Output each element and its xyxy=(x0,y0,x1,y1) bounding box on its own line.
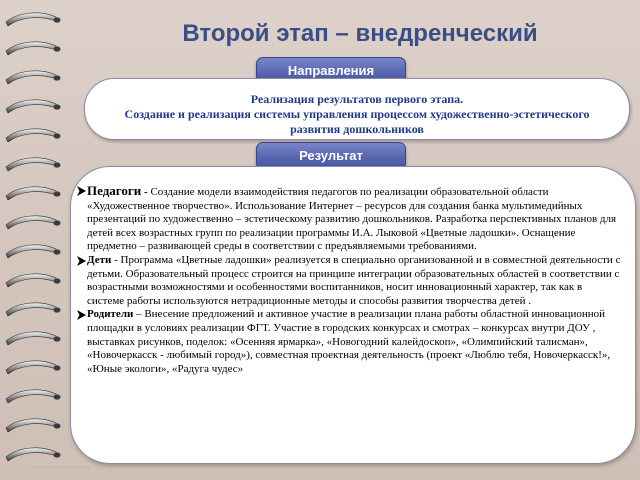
binding-ring xyxy=(6,332,56,345)
result-item-parents xyxy=(77,308,621,376)
directions-line-1: Реализация результатов первого этапа. xyxy=(250,92,464,106)
binding-hole xyxy=(54,191,61,196)
directions-line-2: Создание и реализация системы управления процессом художественно-эстетического развития дошкольников xyxy=(124,107,590,136)
result-head-teachers: Педагоги xyxy=(87,183,142,198)
binding-hole xyxy=(54,336,61,341)
binding-ring xyxy=(6,303,56,316)
binding-hole xyxy=(54,17,61,22)
binding-hole xyxy=(54,75,61,80)
binding-ring xyxy=(6,42,56,55)
slide-title: Второй этап – внедренческий xyxy=(182,20,538,47)
result-separator-teachers: - xyxy=(141,186,151,198)
binding-ring xyxy=(6,71,56,84)
binding-ring xyxy=(6,361,56,374)
result-item-teachers xyxy=(77,184,621,254)
result-text-teachers: Создание модели взаимодействия педагогов по реализации образовательной области «Художественное творчество». Использование Интернет – ресурсов для создания банка мультимедийных презентаций по художественно – эстетическому развитию дошкольников. Разработка перспективных планов для детей всех возрастных групп по реализации программы И.А. Лыковой «Цветные ладошки». Оснащение предметно – развивающей среды в соответствии с предъявляемыми требованиями. xyxy=(87,186,617,253)
arrow-bullet-icon xyxy=(77,310,86,320)
binding-ring xyxy=(6,274,56,287)
binding-ring xyxy=(6,129,56,142)
result-text-parents: Внесение предложений и активное участие в реализации плана работы областной инновационной площадки в условиях реализации ФГТ. Участие в городских конкурсах и смотрах – конкурсах внутри ДОУ , выставках рисунков, поделок: «Осенняя ярмарка», «Новогодний калейдоскоп», «Олимпийский талисман», «Новочеркасск - любимый город»), совместная проектная деятельность (проект «Люблю тебя, Новочеркасск!», «Юные экологи», «Радуга чудес» xyxy=(87,308,611,375)
spiral-binding-icon xyxy=(0,0,64,480)
result-box xyxy=(70,166,636,464)
binding-hole xyxy=(54,46,61,51)
binding-hole xyxy=(54,452,61,457)
binding-ring xyxy=(6,100,56,113)
footer-mark xyxy=(30,466,90,468)
result-separator-parents: – xyxy=(133,308,145,321)
arrow-bullet-icon xyxy=(77,186,86,196)
binding-hole xyxy=(54,307,61,312)
directions-label: Направления xyxy=(256,57,406,85)
arrow-bullet-icon xyxy=(77,256,86,266)
binding-ring xyxy=(6,187,56,200)
binding-hole xyxy=(54,423,61,428)
binding-ring xyxy=(6,448,56,461)
binding-ring xyxy=(6,419,56,432)
result-separator-children: - xyxy=(111,253,121,266)
binding-hole xyxy=(54,365,61,370)
binding-hole xyxy=(54,249,61,254)
binding-ring xyxy=(6,158,56,171)
binding-hole xyxy=(54,394,61,399)
directions-box xyxy=(84,78,630,140)
binding-hole xyxy=(54,133,61,138)
binding-ring xyxy=(6,216,56,229)
binding-hole xyxy=(54,278,61,283)
binding-ring xyxy=(6,13,56,26)
result-label: Результат xyxy=(256,142,406,170)
binding-ring xyxy=(6,390,56,403)
binding-hole xyxy=(54,162,61,167)
result-item-children xyxy=(77,254,621,308)
result-head-children: Дети xyxy=(87,253,112,266)
binding-hole xyxy=(54,104,61,109)
result-text-children: Программа «Цветные ладошки» реализуется в специально организованной и в совместной деятельности с детьми. Образовательный процесс строится на принципе интеграции образовательных областей в соответствии с возрастными возможностями и особенностями воспитанников, носит инновационный характер, так как в системе работы используются нетрадиционные методы и способы развития творчества детей . xyxy=(87,253,621,307)
result-head-parents: Родители xyxy=(87,308,134,321)
binding-hole xyxy=(54,220,61,225)
binding-ring xyxy=(6,245,56,258)
